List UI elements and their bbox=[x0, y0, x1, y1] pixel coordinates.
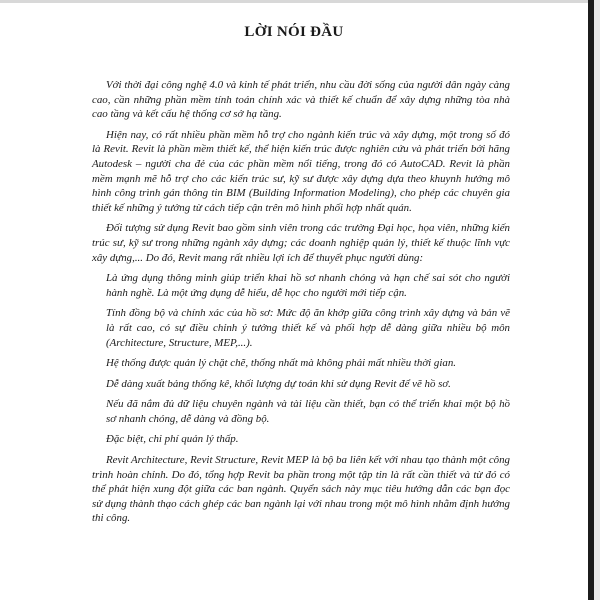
paragraph-revit-overview: Hiện nay, có rất nhiều phần mềm hỗ trợ cho ngành kiến trúc và xây dựng, một trong số đó là Revit. Revit là phần mềm thiết kế, thể hiện kiến trúc được nghiên cứu và phát triển bởi hãng Autodesk – người cha đẻ của các phần mềm nổi tiếng, trong đó có AutoCAD. Revit là phần mềm mạnh mẽ hỗ trợ cho các kiến trúc sư, kỹ sư được xây dựng dựa theo khuynh hướng mô hình công trình gán thông tin BIM (Building Information Modeling), cho phép các chuyên gia thiết kế những ý tưởng từ cách tiếp cận trên mô hình phối hợp nhất quán. bbox=[92, 128, 510, 214]
paragraph-closing: Revit Architecture, Revit Structure, Revit MEP là bộ ba liên kết với nhau tạo thành một công trình hoàn chỉnh. Do đó, tổng hợp Revit ba phần trong một tập tin là rất cần thiết và từ đó có thể phát hiện xung đột giữa các ban ngành. Quyển sách này mục tiêu hướng dẫn các bạn đọc sử dụng thành thạo cách ghép các ban ngành lại với nhau trong một mô hình nhằm định hướng thi công. bbox=[92, 454, 510, 525]
benefit-item: Hệ thống được quản lý chặt chẽ, thống nhất mà không phải mất nhiều thời gian. bbox=[106, 357, 456, 370]
benefit-item: Đặc biệt, chi phí quản lý thấp. bbox=[106, 433, 239, 446]
paragraph-users: Đối tượng sử dụng Revit bao gồm sinh viên trong các trường Đại học, họa viên, những kiến trúc sư, kỹ sư trong những ngành xây dựng; các doanh nghiệp quản lý, thiết kế thuộc lĩnh vực xây dựng,... Do đó, Revit mang rất nhiều lợi ích để thuyết phục người dùng: bbox=[92, 222, 510, 264]
benefit-item: Là ứng dụng thông minh giúp triển khai hồ sơ nhanh chóng và hạn chế sai sót cho người hành nghề. Là một ứng dụng dễ hiểu, dễ học cho người mới tiếp cận. bbox=[106, 272, 510, 299]
document-body bbox=[92, 78, 510, 532]
page-right-margin bbox=[594, 0, 600, 600]
paragraph-intro: Với thời đại công nghệ 4.0 và kinh tế phát triển, nhu cầu đời sống của người dân ngày càng cao, cần những phần mềm tính toán chính xác và thiết kế chuẩn để xây dựng những tòa nhà cao tầng và kết cấu hệ thống cơ sở hạ tầng. bbox=[92, 79, 510, 121]
benefit-item: Tính đồng bộ và chính xác của hồ sơ: Mức độ ăn khớp giữa công trình xây dựng và bản vẽ là rất cao, có sự điều chỉnh ý tưởng thiết kế và phối hợp dễ dàng giữa nhiều bộ môn (Architecture, Structure, MEP,...). bbox=[106, 307, 510, 349]
benefit-item: Dễ dàng xuất bảng thống kê, khối lượng dự toán khi sử dụng Revit để vẽ hồ sơ. bbox=[106, 377, 451, 390]
benefit-item: Nếu đã nắm đủ dữ liệu chuyên ngành và tài liệu cần thiết, bạn có thể triển khai một bộ hồ sơ nhanh chóng, dễ dàng và đồng bộ. bbox=[106, 398, 510, 425]
page-title: LỜI NÓI ĐẦU bbox=[244, 24, 344, 40]
